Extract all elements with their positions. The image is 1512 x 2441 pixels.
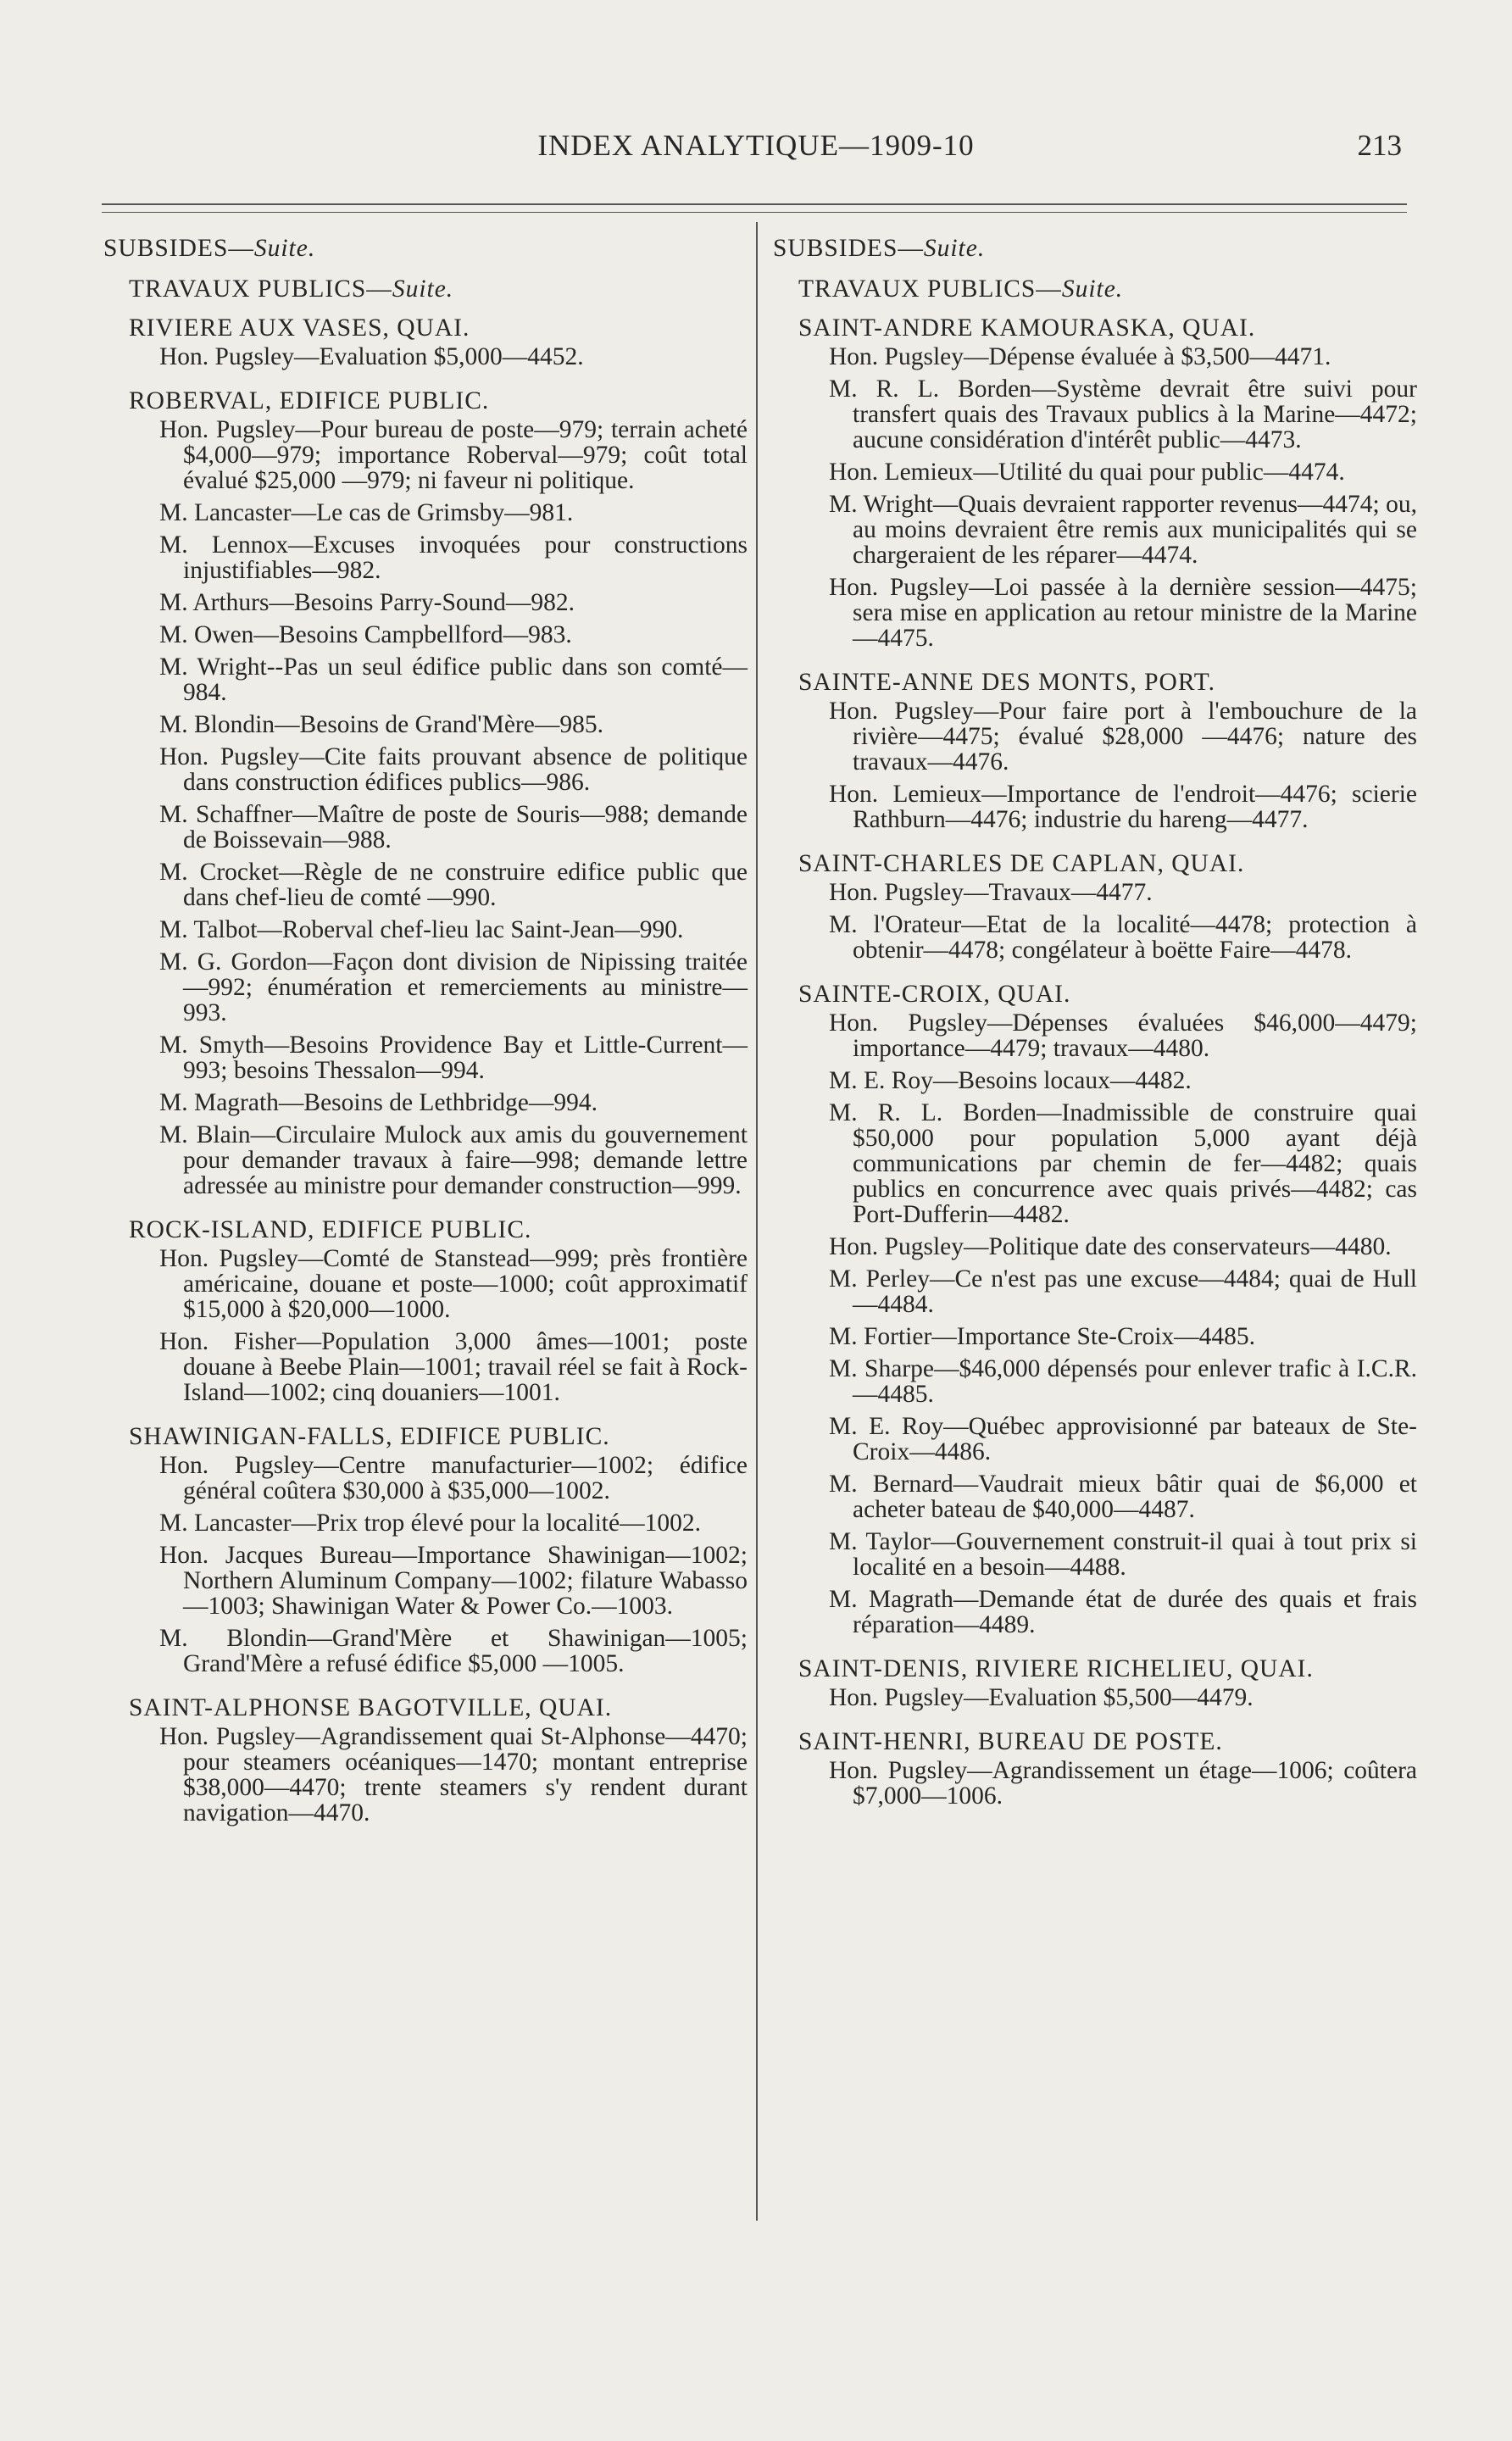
page-header — [0, 129, 1512, 171]
page-number: 213 — [1357, 129, 1402, 162]
subsection-title: TRAVAUX PUBLICS— — [798, 275, 1062, 303]
index-entry: Hon. Pugsley—Dépenses évaluées $46,000—4479; importance—4479; travaux—4480. — [829, 1009, 1417, 1062]
index-entry: Hon. Jacques Bureau—Importance Shawinigan—1002; Northern Aluminum Company—1002; filature Wabasso—1003; Shawinigan Water & Power Co.—1003. — [159, 1542, 748, 1620]
right-column — [773, 236, 1417, 1827]
index-heading: SAINT-CHARLES DE CAPLAN, QUAI. — [798, 850, 1245, 877]
index-entry: M. Lancaster—Prix trop élevé pour la localité—1002. — [159, 1510, 701, 1537]
index-entry: M. Lennox—Excuses invoquées pour constructions injustifiables—982. — [159, 531, 748, 584]
section-heading — [773, 236, 1417, 261]
index-entry: Hon. Lemieux—Utilité du quai pour public—4474. — [829, 459, 1345, 486]
section-heading — [103, 236, 748, 261]
index-group — [103, 388, 748, 1198]
running-title: INDEX ANALYTIQUE—1909-10 — [537, 129, 975, 162]
index-entry: M. Magrath—Demande état de durée des quais et frais réparation—4489. — [829, 1586, 1417, 1638]
entry-groups — [103, 315, 748, 1826]
index-heading: SAINTE-CROIX, QUAI. — [798, 981, 1071, 1008]
subsection-heading — [129, 276, 748, 302]
index-group — [773, 851, 1417, 963]
index-entry: M. Crocket—Règle de ne construire edifice public que dans chef-lieu de comté —990. — [159, 859, 748, 911]
index-entry: M. Blondin—Besoins de Grand'Mère—985. — [159, 711, 603, 738]
index-entry: M. Smyth—Besoins Providence Bay et Little-Current—993; besoins Thessalon—994. — [159, 1031, 748, 1084]
index-entry: Hon. Pugsley—Travaux—4477. — [829, 879, 1153, 906]
index-heading: SAINT-ALPHONSE BAGOTVILLE, QUAI. — [129, 1694, 613, 1721]
index-heading: SHAWINIGAN-FALLS, EDIFICE PUBLIC. — [129, 1423, 610, 1450]
subsection-heading — [798, 276, 1417, 302]
index-group — [103, 1424, 748, 1676]
index-entry: Hon. Pugsley—Loi passée à la dernière session—4475; sera mise en application au retour ministre de la Marine—4475. — [829, 574, 1417, 652]
section-suite: Suite. — [923, 235, 986, 262]
index-group — [773, 981, 1417, 1638]
index-entry: M. E. Roy—Québec approvisionné par bateaux de Ste-Croix—4486. — [829, 1413, 1417, 1465]
index-entry: M. Arthurs—Besoins Parry-Sound—982. — [159, 589, 575, 616]
index-group — [773, 1729, 1417, 1809]
index-entry: M. Lancaster—Le cas de Grimsby—981. — [159, 499, 574, 526]
index-heading: SAINT-DENIS, RIVIERE RICHELIEU, QUAI. — [798, 1655, 1314, 1682]
section-title: SUBSIDES— — [773, 235, 924, 262]
subsection-suite: Suite. — [392, 275, 454, 303]
section-suite: Suite. — [253, 235, 316, 262]
index-heading: RIVIERE AUX VASES, QUAI. — [129, 314, 470, 342]
index-heading: ROCK-ISLAND, EDIFICE PUBLIC. — [129, 1216, 532, 1243]
index-entry: Hon. Pugsley—Dépense évaluée à $3,500—4471. — [829, 343, 1331, 370]
index-group — [103, 1217, 748, 1405]
index-entry: M. Taylor—Gouvernement construit-il quai à tout prix si localité en a besoin—4488. — [829, 1528, 1417, 1581]
index-entry: M. Blain—Circulaire Mulock aux amis du gouvernement pour demander travaux à faire—998; demande lettre adressée au ministre pour demander construction—999. — [159, 1121, 748, 1199]
index-entry: M. Fortier—Importance Ste-Croix—4485. — [829, 1323, 1256, 1350]
index-entry: M. G. Gordon—Façon dont division de Nipissing traitée—992; énumération et remerciements au ministre—993. — [159, 948, 748, 1026]
index-entry: Hon. Lemieux—Importance de l'endroit—4476; scierie Rathburn—4476; industrie du hareng—4477. — [829, 781, 1417, 833]
index-entry: M. l'Orateur—Etat de la localité—4478; protection à obtenir—4478; congélateur à boëtte Faire—4478. — [829, 911, 1417, 964]
index-entry: M. Wright—Quais devraient rapporter revenus—4474; ou, au moins devraient être remis aux municipalités qui se chargeraient de les réparer—4474. — [829, 491, 1417, 569]
index-heading: SAINT-ANDRE KAMOURASKA, QUAI. — [798, 314, 1256, 342]
index-entry: M. Perley—Ce n'est pas une excuse—4484; quai de Hull—4484. — [829, 1265, 1417, 1318]
index-entry: Hon. Pugsley—Politique date des conservateurs—4480. — [829, 1233, 1392, 1260]
index-group — [773, 670, 1417, 832]
header-rule — [102, 203, 1407, 205]
index-entry: M. E. Roy—Besoins locaux—4482. — [829, 1067, 1192, 1094]
index-group — [773, 315, 1417, 651]
column-divider — [756, 222, 758, 2221]
subsection-title: TRAVAUX PUBLICS— — [129, 275, 392, 303]
index-entry: M. Schaffner—Maître de poste de Souris—988; demande de Boissevain—988. — [159, 801, 748, 854]
index-group — [103, 315, 748, 370]
index-entry: Hon. Pugsley—Agrandissement un étage—1006; coûtera $7,000—1006. — [829, 1757, 1417, 1810]
index-group — [103, 1695, 748, 1826]
left-column — [103, 236, 748, 1844]
index-entry: Hon. Pugsley—Evaluation $5,500—4479. — [829, 1684, 1254, 1711]
index-entry: Hon. Pugsley—Pour bureau de poste—979; terrain acheté $4,000—979; importance Roberval—979; coût total évalué $25,000 —979; ni faveur ni politique. — [159, 416, 748, 494]
subsection-suite: Suite. — [1061, 275, 1124, 303]
index-entry: M. Sharpe—$46,000 dépensés pour enlever trafic à I.C.R.—4485. — [829, 1355, 1417, 1408]
index-entry: M. R. L. Borden—Inadmissible de construire quai $50,000 pour population 5,000 ayant déjà communications par chemin de fer—4482; quais publics en concurrence avec quais privés—4482; cas Port-Dufferin—4482. — [829, 1099, 1417, 1228]
index-entry: M. Blondin—Grand'Mère et Shawinigan—1005; Grand'Mère a refusé édifice $5,000 —1005. — [159, 1625, 748, 1677]
index-entry: Hon. Pugsley—Comté de Stanstead—999; près frontière américaine, douane et poste—1000; coût approximatif $15,000 à $20,000—1000. — [159, 1245, 748, 1323]
index-entry: Hon. Pugsley—Evaluation $5,000—4452. — [159, 343, 584, 370]
index-entry: M. Wright--Pas un seul édifice public dans son comté—984. — [159, 653, 748, 706]
index-entry: Hon. Pugsley—Centre manufacturier—1002; édifice général coûtera $30,000 à $35,000—1002. — [159, 1452, 748, 1504]
header-rule-thin — [102, 212, 1407, 213]
index-entry: M. Owen—Besoins Campbellford—983. — [159, 621, 572, 648]
index-entry: Hon. Pugsley—Cite faits prouvant absence de politique dans construction édifices publics—986. — [159, 743, 748, 796]
index-entry: M. Magrath—Besoins de Lethbridge—994. — [159, 1089, 598, 1116]
section-title: SUBSIDES— — [103, 235, 254, 262]
index-entry: Hon. Pugsley—Agrandissement quai St-Alphonse—4470; pour steamers océaniques—1470; montant entreprise $38,000—4470; trente steamers s'y rendent durant navigation—4470. — [159, 1723, 748, 1827]
index-heading: SAINTE-ANNE DES MONTS, PORT. — [798, 669, 1215, 696]
index-heading: ROBERVAL, EDIFICE PUBLIC. — [129, 387, 490, 414]
index-heading: SAINT-HENRI, BUREAU DE POSTE. — [798, 1728, 1223, 1755]
entry-groups — [773, 315, 1417, 1809]
index-entry: M. R. L. Borden—Système devrait être suivi pour transfert quais des Travaux publics à la Marine—4472; aucune considération d'intérêt public—4473. — [829, 375, 1417, 453]
index-group — [773, 1656, 1417, 1710]
index-entry: Hon. Pugsley—Pour faire port à l'embouchure de la rivière—4475; évalué $28,000 —4476; nature des travaux—4476. — [829, 698, 1417, 776]
index-entry: M. Talbot—Roberval chef-lieu lac Saint-Jean—990. — [159, 916, 684, 943]
index-entry: Hon. Fisher—Population 3,000 âmes—1001; poste douane à Beebe Plain—1001; travail réel se fait à Rock-Island—1002; cinq douaniers—1001. — [159, 1328, 748, 1406]
index-entry: M. Bernard—Vaudrait mieux bâtir quai de $6,000 et acheter bateau de $40,000—4487. — [829, 1471, 1417, 1523]
